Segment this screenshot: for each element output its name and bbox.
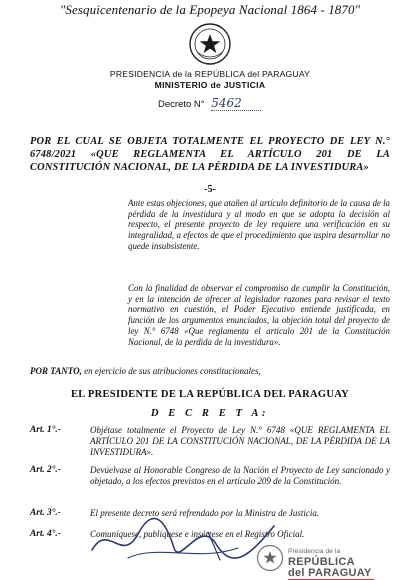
article-1-label: Art. 1°.- [30, 425, 61, 435]
document-title: POR EL CUAL SE OBJETA TOTALMENTE EL PROYECTO DE LEY N.° 6748/2021 «QUE REGLAMENTA EL ARTÍCULO 201 DE LA CONSTITUCIÓN NACIONAL, DE LA PÉRDIDA DE LA INVESTIDURA» [30, 136, 390, 173]
article-2-label: Art. 2°.- [30, 465, 61, 475]
footer-seal-icon [256, 544, 284, 572]
decreta-heading: D E C R E T A: [150, 408, 270, 419]
page-number: -5- [204, 184, 216, 195]
article-4-label: Art. 4°.- [30, 529, 61, 539]
article-3-text: El presente decreto será refrendado por la Ministra de Justicia. [90, 508, 320, 518]
paragraph-justification: Con la finalidad de observar el compromiso de cumplir la Constitución, y en la intención de ofrecer al legislador razones para revisar el texto normativo en cuestión, el Poder Ejecutivo entiende justificada, en función de los argumentos enunciados, la objeción total del proyecto de ley N.° 6748 «Que reglamenta el artículo 201 de la Constitución Nacional, de la perdida de la investidura». [128, 283, 390, 347]
president-heading: EL PRESIDENTE DE LA REPÚBLICA DEL PARAGUAY [70, 389, 350, 400]
ministry-line: MINISTERIO de JUSTICIA [154, 80, 266, 90]
article-1-text: Objétase totalmente el Proyecto de Ley N.° 6748 «QUE REGLAMENTA EL ARTÍCULO 201 DE LA CONSTITUCIÓN NACIONAL, DE LA PÉRDIDA DE LA INVESTIDURA». [90, 425, 390, 457]
por-tanto-lead: POR TANTO, [30, 366, 82, 376]
institution-line: PRESIDENCIA de la REPÚBLICA del PARAGUAY [109, 69, 311, 79]
presidency-footer-logo [256, 540, 416, 580]
decree-number-line [158, 96, 261, 111]
article-3-label: Art. 3°.- [30, 508, 61, 518]
handwritten-signature [88, 514, 278, 570]
article-4-text: Comuníquese, publíquese e insértese en el Registro Oficial. [90, 529, 305, 539]
por-tanto-rest: en ejercicio de sus atribuciones constitucionales, [81, 366, 261, 376]
footer-paraguay: del PARAGUAY [288, 567, 372, 579]
paragraph-objections: Ante estas objeciones, que atañen al artículo definitorio de la causa de la pérdida de la investidura y al modo en que se adopta la decisión al respecto, el presente proyecto de ley requiere una verificación en su integralidad, a efectos de que el procedimiento que aspira desarrollar no quede insubsistente. [128, 198, 390, 251]
decree-label: Decreto N° [158, 99, 205, 110]
decree-number: 5462 [211, 96, 261, 111]
article-2-text: Devúelvase al Honorable Congreso de la Nación el Proyecto de Ley sancionado y objetado, a los efectos previstos en el artículo 209 de la Constitución. [90, 465, 390, 486]
footer-small-text: Presidencia de la [288, 548, 341, 555]
footer-republica: REPÚBLICA [288, 556, 355, 568]
coat-of-arms-icon [188, 22, 232, 66]
header-motto: "Sesquicentenario de la Epopeya Nacional 1864 - 1870" [59, 2, 361, 17]
por-tanto-line [30, 366, 390, 376]
